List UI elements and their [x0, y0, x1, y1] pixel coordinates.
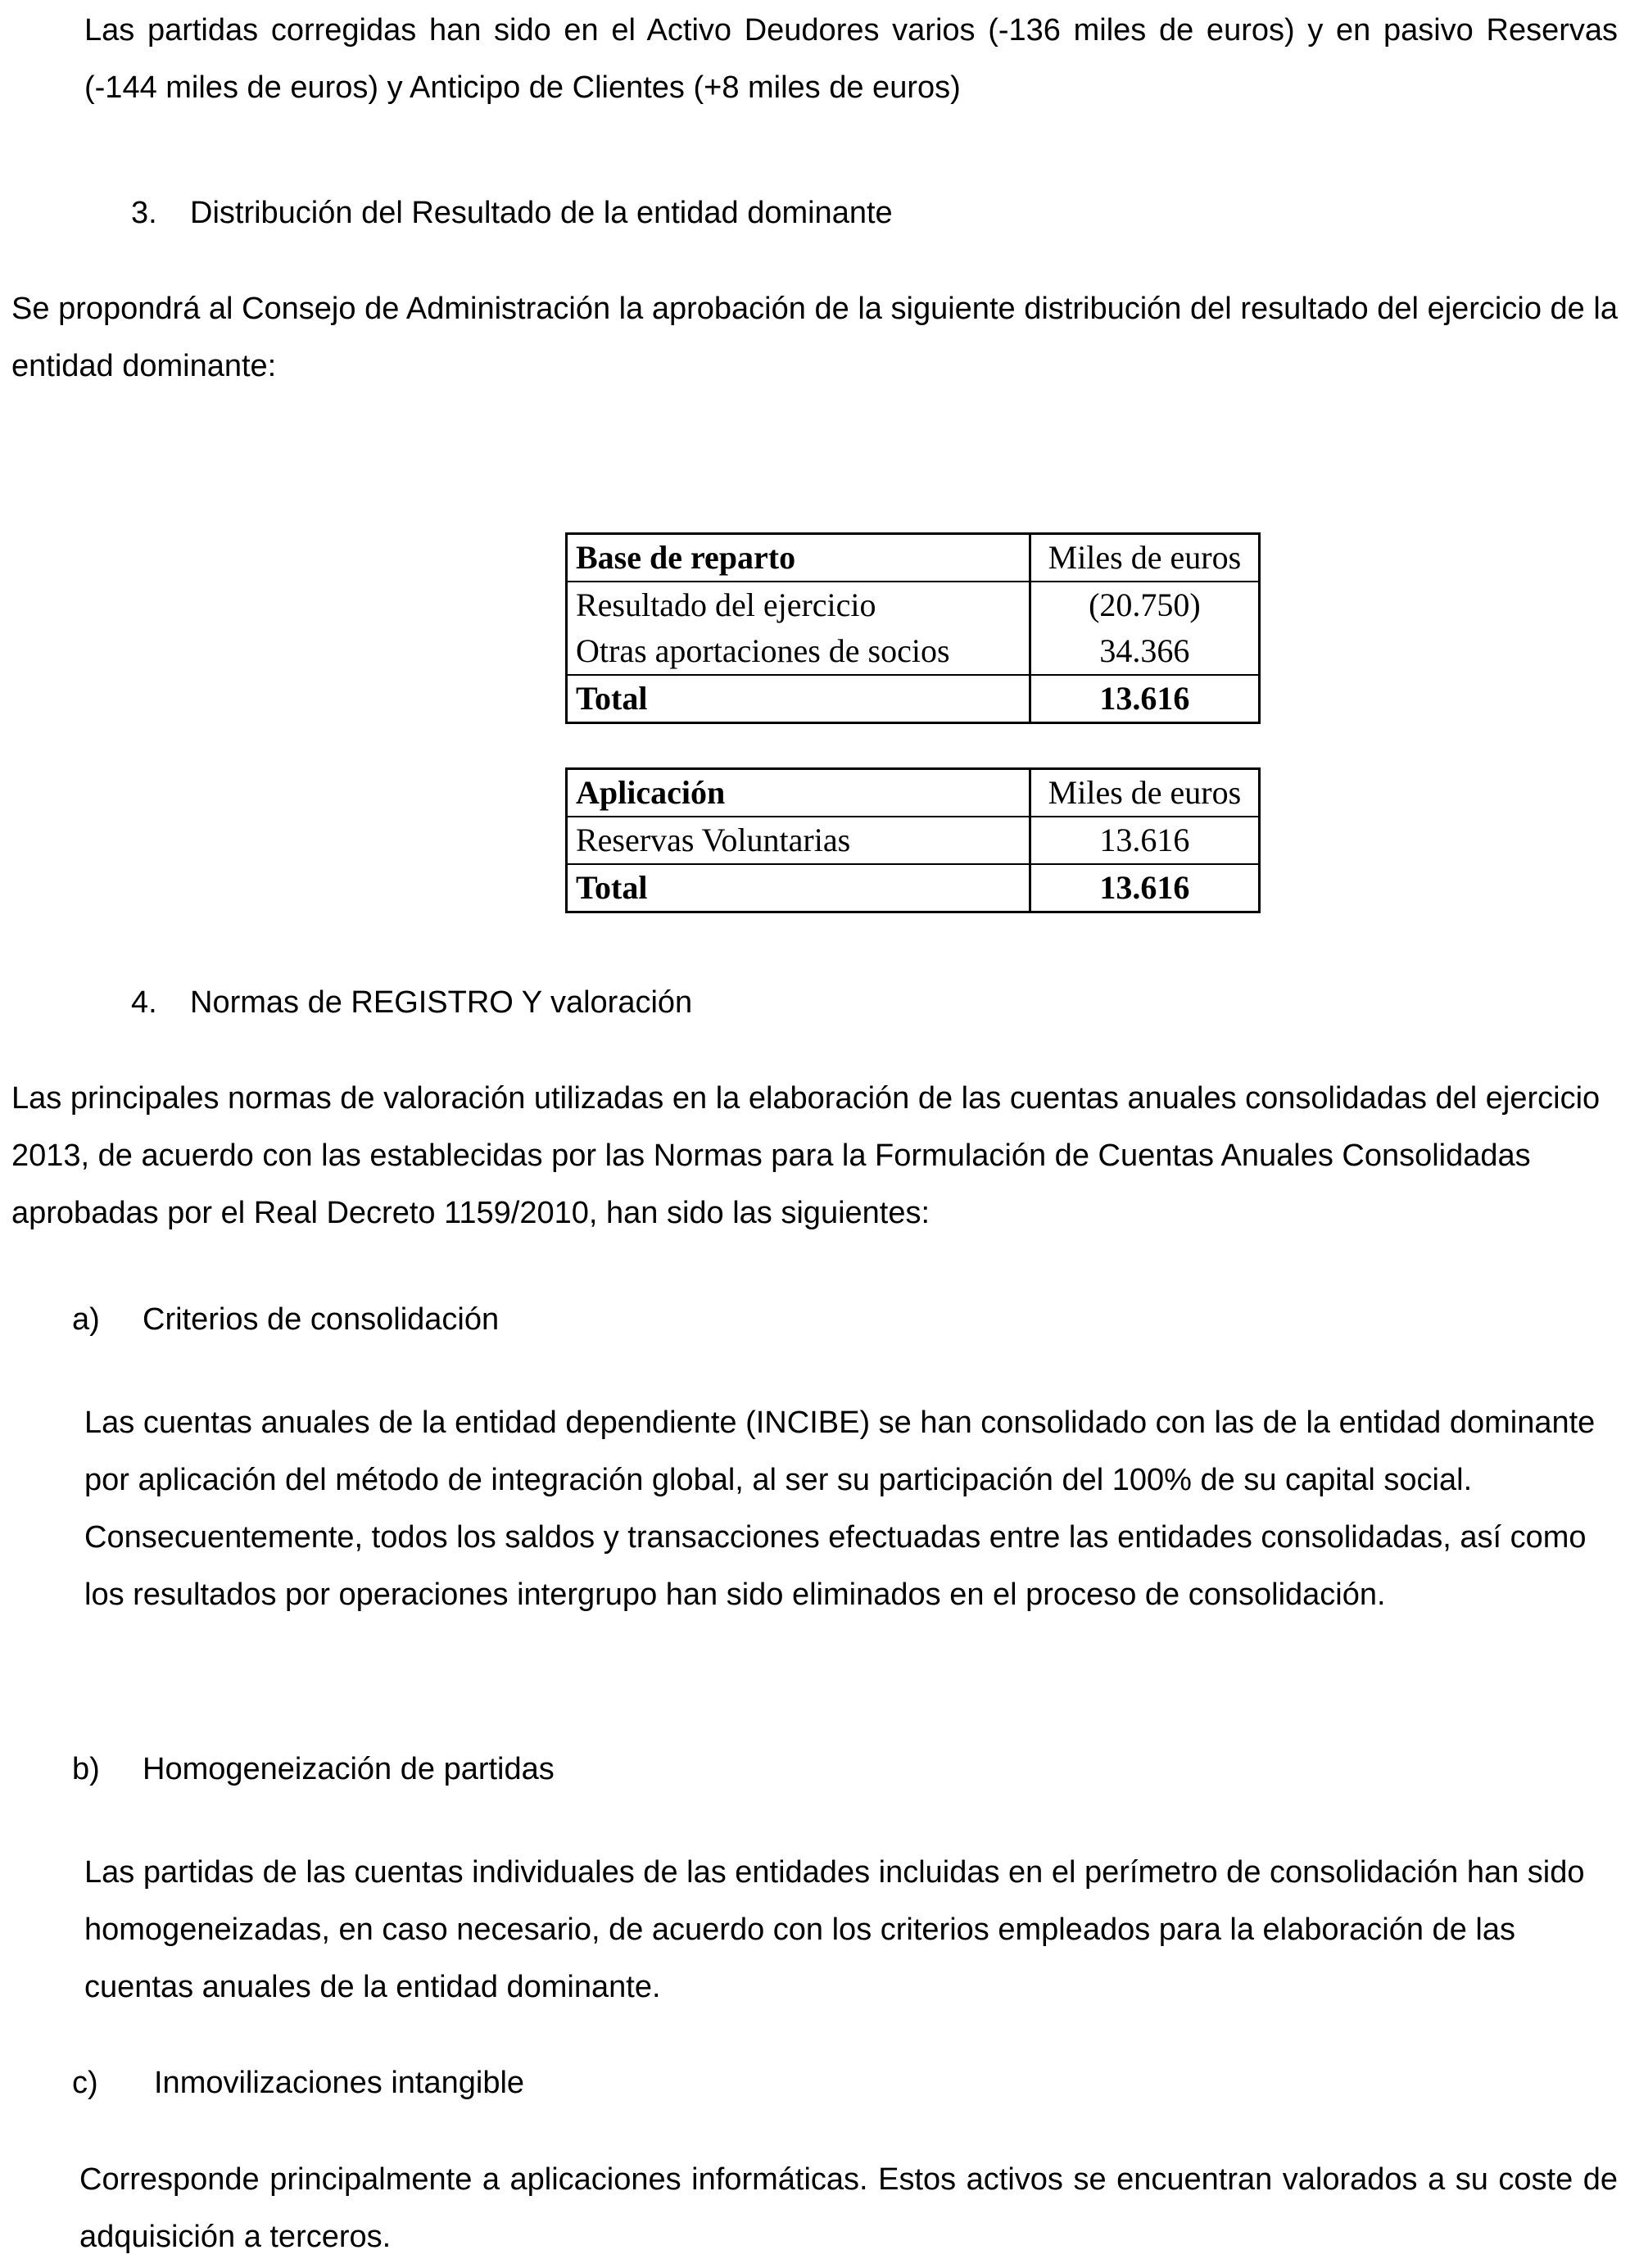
subsection-c-letter: c)	[72, 2066, 98, 2100]
table-row	[567, 628, 1260, 675]
section-3-paragraph: Se propondrá al Consejo de Administración la aprobación de la siguiente distribución del resultado del ejercicio de la entidad dominante:	[11, 292, 1618, 383]
table-header-unit: Miles de euros	[1030, 769, 1259, 817]
table-total-row	[567, 864, 1260, 912]
table-row	[567, 582, 1260, 628]
row-value: 34.366	[1030, 628, 1259, 675]
table-header-row	[567, 534, 1260, 582]
section-3-title: Distribución del Resultado de la entidad dominante	[190, 196, 893, 230]
subsection-b-paragraph: Las partidas de las cuentas individuales de las entidades incluidas en el perímetro de consolidación han sido homogeneizadas, en caso necesario, de acuerdo con los criterios empleados para la elaboración de las cuentas anuales de la entidad dominante.	[84, 1855, 1585, 2004]
subsection-b-title: Homogeneización de partidas	[143, 1752, 555, 1786]
aplicacion-table	[565, 767, 1261, 913]
section-3-heading	[131, 184, 893, 242]
row-value: (20.750)	[1030, 582, 1259, 628]
row-label: Otras aportaciones de socios	[567, 628, 1030, 675]
table-header-unit: Miles de euros	[1030, 534, 1259, 582]
table-row	[567, 817, 1260, 864]
subsection-b-letter: b)	[72, 1752, 100, 1786]
row-label: Reservas Voluntarias	[567, 817, 1030, 864]
total-value: 13.616	[1030, 675, 1259, 723]
section-4-heading	[131, 974, 692, 1031]
total-label: Total	[567, 675, 1030, 723]
section-4-number: 4.	[131, 985, 157, 1020]
subsection-a-letter: a)	[72, 1302, 100, 1337]
total-value: 13.616	[1030, 864, 1259, 912]
subsection-a-title: Criterios de consolidación	[143, 1302, 500, 1337]
intro-paragraph: Las partidas corregidas han sido en el Activo Deudores varios (-136 miles de euros) y en pasivo Reservas (-144 miles de euros) y Anticipo de Clientes (+8 miles de euros)	[84, 13, 1618, 105]
table-header-row	[567, 769, 1260, 817]
section-3-number: 3.	[131, 196, 157, 230]
subsection-b-heading	[72, 1741, 555, 1798]
section-4-title: Normas de REGISTRO Y valoración	[190, 985, 693, 1020]
subsection-c-paragraph: Corresponde principalmente a aplicaciones informáticas. Estos activos se encuentran valorados a su coste de adquisición a terceros.	[79, 2162, 1618, 2254]
section-4-paragraph: Las principales normas de valoración utilizadas en la elaboración de las cuentas anuales consolidadas del ejercicio 2013, de acuerdo con las establecidas por las Normas para la Formulación de Cuentas Anuales Consolidadas aprobadas por el Real Decreto 1159/2010, han sido las siguientes:	[11, 1081, 1601, 1230]
subsection-a-heading	[72, 1291, 499, 1348]
base-de-reparto-table	[565, 532, 1261, 724]
subsection-c-heading	[72, 2054, 524, 2112]
table-total-row	[567, 675, 1260, 723]
total-label: Total	[567, 864, 1030, 912]
row-value: 13.616	[1030, 817, 1259, 864]
subsection-a-paragraph: Las cuentas anuales de la entidad dependiente (INCIBE) se han consolidado con las de la entidad dominante por aplicación del método de integración global, al ser su participación del 100% de su capital social. Consecuentemente, todos los saldos y transacciones efectuadas entre las entidades consolidadas, así como los resultados por operaciones intergrupo han sido eliminados en el proceso de consolidación.	[84, 1406, 1596, 1612]
table-header-label: Base de reparto	[567, 534, 1030, 582]
subsection-c-title: Inmovilizaciones intangible	[154, 2066, 525, 2100]
table-header-label: Aplicación	[567, 769, 1030, 817]
row-label: Resultado del ejercicio	[567, 582, 1030, 628]
